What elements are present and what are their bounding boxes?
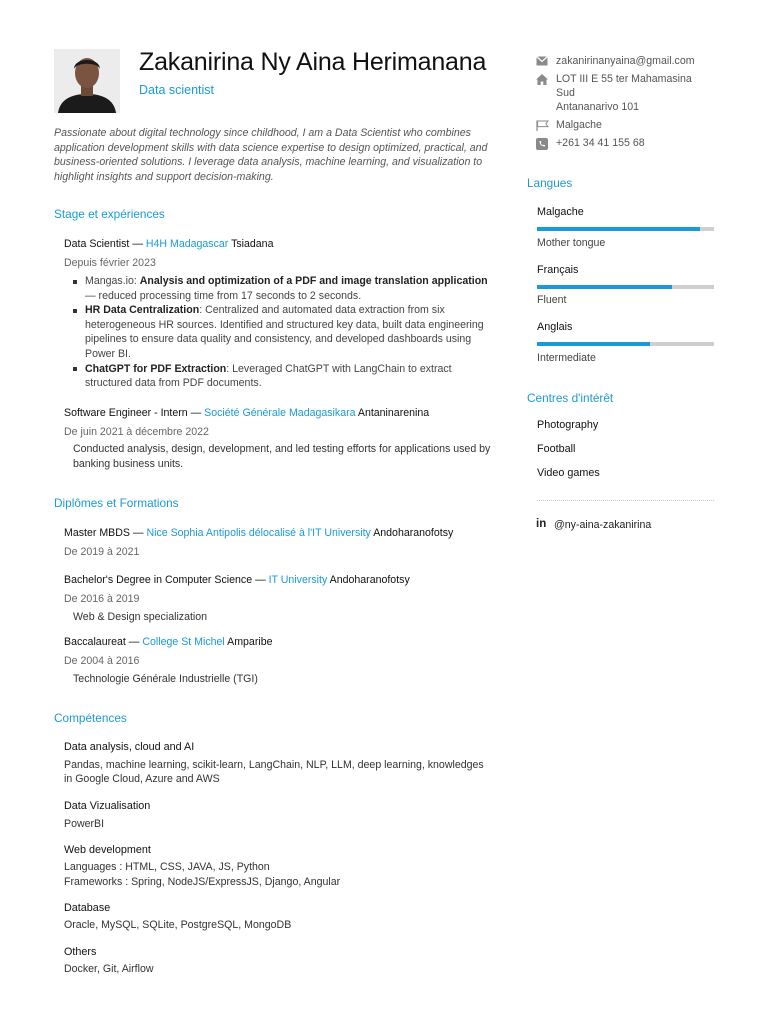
skill-category-title: Database: [64, 902, 111, 914]
interest-item: Photography: [537, 419, 599, 431]
separator: —: [132, 238, 143, 250]
bullet-item: [72, 362, 497, 391]
linkedin-handle: @ny-aina-zakanirina: [554, 519, 652, 531]
experience-bullets: [72, 274, 497, 391]
profile-summary: Passionate about digital technology since childhood, I am a Data Scientist who combines application development skills with data science expertise to design optimized, practical, and business-oriented solutions. I leverage data analysis, machine learning, and visualization to highlight insights and support decision-making.: [54, 127, 488, 183]
language-proficiency-fill: [537, 285, 672, 289]
skill-category-text: Languages : HTML, CSS, JAVA, JS, Python: [64, 861, 270, 873]
language-level: Mother tongue: [537, 237, 606, 249]
language-proficiency-bar: [537, 227, 714, 231]
skill-category-title: Web development: [64, 844, 151, 856]
education-entry-header: [64, 527, 453, 539]
phone-text: +261 34 41 155 68: [556, 137, 645, 149]
interests-section-title: Centres d'intérêt: [527, 391, 614, 405]
language-name: Malgache: [537, 206, 584, 218]
education-degree: Bachelor's Degree in Computer Science: [64, 574, 253, 586]
interest-item: Football: [537, 443, 576, 455]
experience-entry-header: [64, 238, 273, 250]
language-level: Fluent: [537, 294, 567, 306]
phone-icon: [536, 138, 548, 150]
education-date: De 2004 à 2016: [64, 655, 140, 667]
linkedin-icon: in: [536, 518, 547, 530]
language-name: Anglais: [537, 321, 573, 333]
bullet-bold: ChatGPT for PDF Extraction: [85, 362, 227, 375]
address-line: LOT III E 55 ter Mahamasina: [556, 73, 692, 85]
sidebar-divider: [537, 500, 714, 501]
bullet-item: [72, 274, 497, 303]
experience-section-title: Stage et expériences: [54, 207, 165, 221]
education-degree: Baccalaureat: [64, 636, 126, 648]
bullet-text: : Leveraged ChatGPT with LangChain to extract structured data from PDF documents.: [85, 362, 452, 390]
experience-location: Tsiadana: [231, 238, 274, 250]
bullet-text: : Centralized and automated data extraction from six heterogeneous HR sources. Identified and structured key data, built data engineering pipelines to ensure data quality and consistency, and developed dashboards using Power BI.: [85, 304, 484, 360]
address-line: Antananarivo 101: [556, 101, 640, 113]
education-org-link[interactable]: IT University: [268, 574, 328, 586]
education-org-link[interactable]: College St Michel: [142, 636, 225, 648]
home-icon: [536, 74, 548, 85]
education-date: De 2019 à 2021: [64, 546, 140, 558]
skill-category-title: Data analysis, cloud and AI: [64, 741, 195, 753]
envelope-icon: [536, 56, 548, 66]
education-location: Amparibe: [227, 636, 273, 648]
experience-org-link[interactable]: H4H Madagascar: [145, 238, 229, 250]
email-text: zakanirinanyaina@gmail.com: [556, 55, 695, 67]
job-title: Data scientist: [139, 83, 215, 97]
experience-description: Conducted analysis, design, development, and led testing efforts for applications used by banking business units.: [73, 443, 491, 470]
profile-photo: [54, 49, 120, 113]
language-proficiency-bar: [537, 342, 714, 346]
language-proficiency-fill: [537, 227, 700, 231]
language-proficiency-bar: [537, 285, 714, 289]
experience-role: Data Scientist: [64, 238, 130, 250]
flag-icon: [536, 120, 549, 131]
experience-date: De juin 2021 à décembre 2022: [64, 426, 209, 438]
skill-category-text: Frameworks : Spring, NodeJS/ExpressJS, Django, Angular: [64, 876, 341, 888]
education-location: Andoharanofotsy: [373, 527, 454, 539]
experience-role: Software Engineer - Intern: [64, 407, 188, 419]
experience-location: Antaninarenina: [357, 407, 430, 419]
separator: —: [132, 527, 144, 539]
education-section-title: Diplômes et Formations: [54, 496, 179, 510]
bullet-bold: HR Data Centralization: [85, 304, 200, 317]
skill-category-text: Pandas, machine learning, scikit-learn, LangChain, NLP, LLM, deep learning, knowledges in Google Cloud, Azure and AWS: [64, 759, 484, 786]
language-name: Français: [537, 264, 579, 276]
bullet-bold: Analysis and optimization of a PDF and image translation application: [139, 275, 488, 287]
bullet-text: — reduced processing time from 17 seconds to 2 seconds.: [85, 289, 362, 302]
skills-section-title: Compétences: [54, 711, 127, 725]
skill-category-text: PowerBI: [64, 818, 105, 830]
education-date: De 2016 à 2019: [64, 593, 140, 605]
skill-category-title: Others: [64, 946, 97, 958]
skill-category-text: Docker, Git, Airflow: [64, 963, 154, 975]
education-description: Technologie Générale Industrielle (TGI): [73, 673, 258, 685]
bullet-prefix: Mangas.io:: [85, 275, 140, 287]
skill-category-text: Oracle, MySQL, SQLite, PostgreSQL, MongoDB: [64, 919, 292, 931]
language-level: Intermediate: [537, 352, 596, 364]
experience-date: Depuis février 2023: [64, 257, 156, 269]
languages-section-title: Langues: [527, 176, 573, 190]
education-org-link[interactable]: Nice Sophia Antipolis délocalisé à l'IT University: [146, 527, 371, 539]
bullet-item: [72, 303, 497, 361]
experience-org-link[interactable]: Société Générale Madagasikara: [204, 407, 356, 419]
candidate-name: Zakanirina Ny Aina Herimanana: [139, 48, 487, 76]
nationality-text: Malgache: [556, 119, 602, 131]
separator: —: [128, 636, 140, 648]
language-proficiency-fill: [537, 342, 650, 346]
experience-entry-header: [64, 407, 429, 419]
separator: —: [190, 407, 202, 419]
skill-category-title: Data Vizualisation: [64, 800, 151, 812]
education-description: Web & Design specialization: [73, 611, 208, 623]
education-degree: Master MBDS: [64, 527, 130, 539]
separator: —: [255, 574, 266, 586]
education-entry-header: [64, 574, 410, 586]
address-line: Sud: [556, 87, 575, 99]
education-location: Andoharanofotsy: [329, 574, 410, 586]
interest-item: Video games: [537, 467, 600, 479]
education-entry-header: [64, 636, 272, 648]
